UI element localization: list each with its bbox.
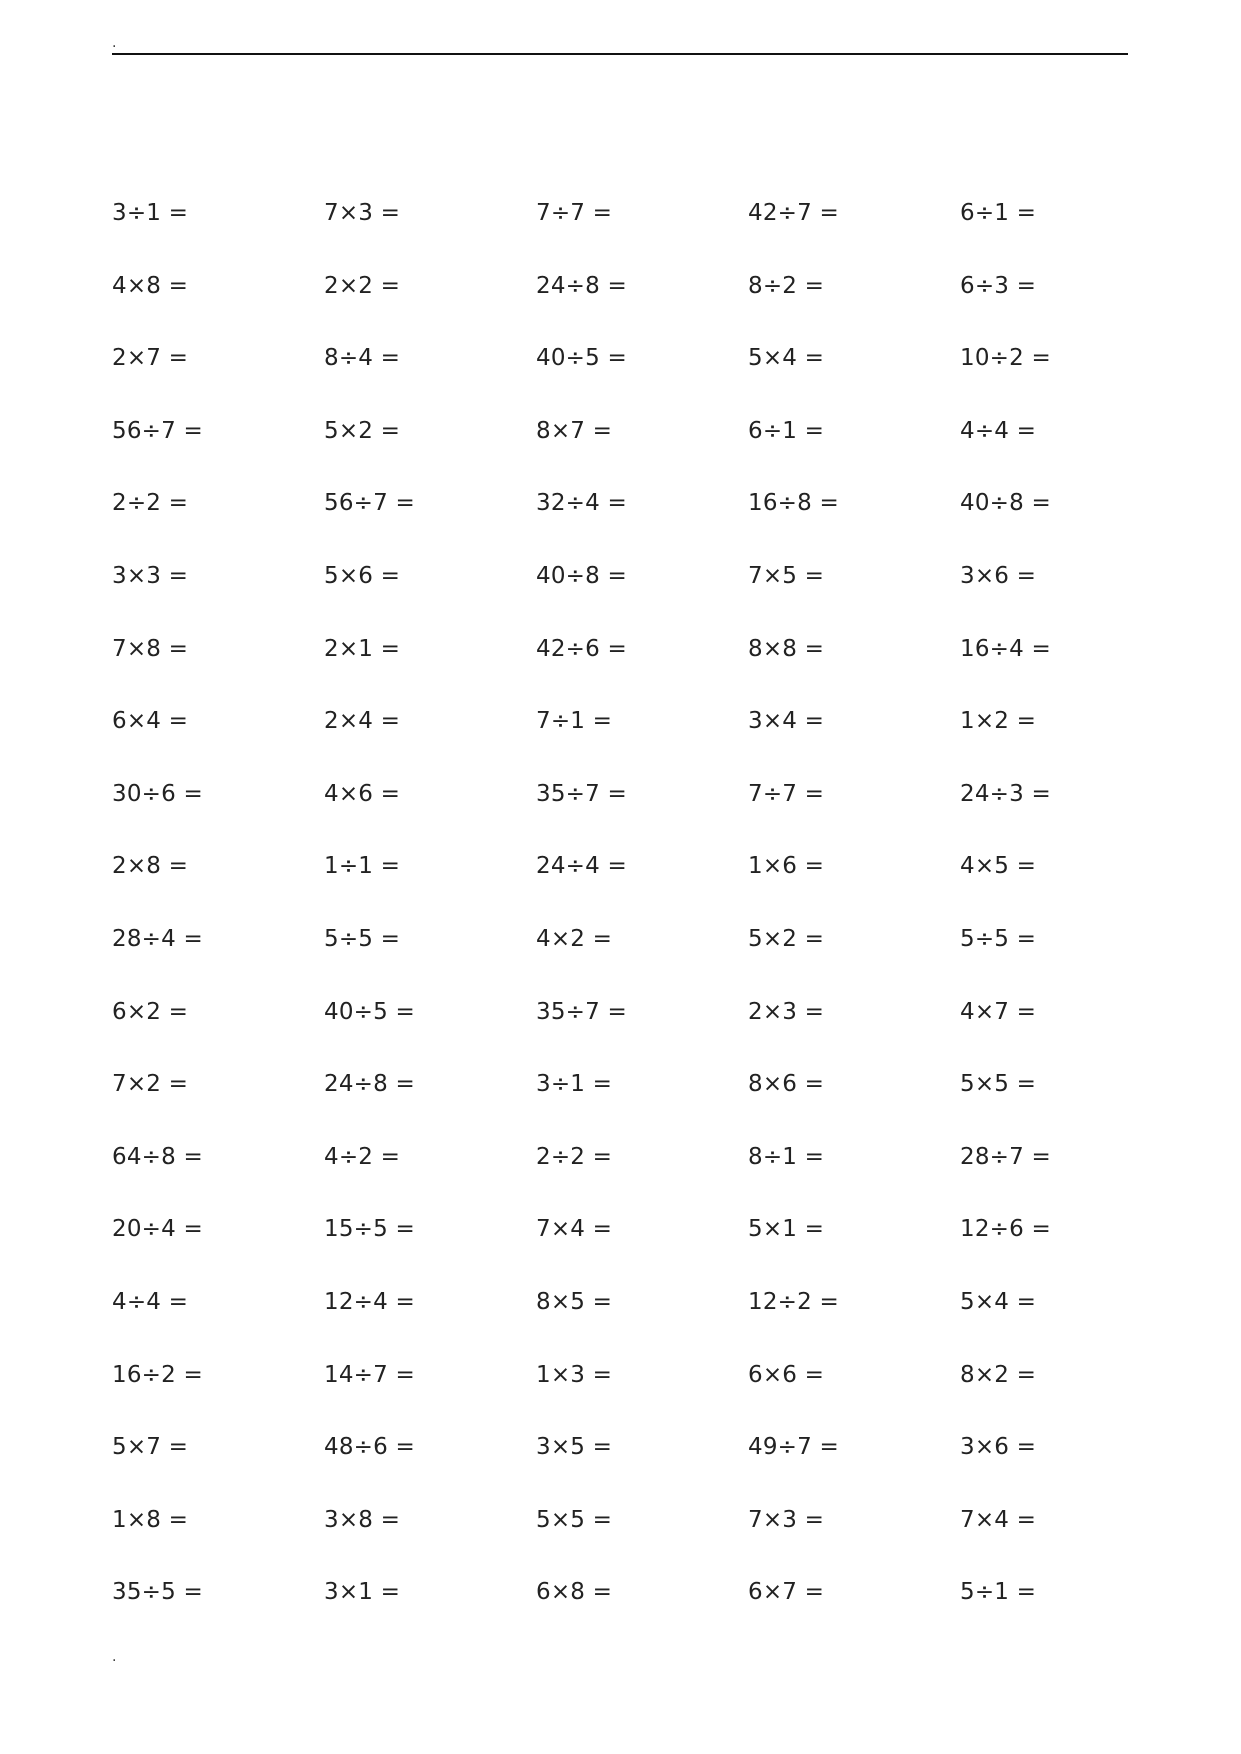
math-problem: 4÷4 =: [112, 1288, 189, 1315]
math-problem: 12÷4 =: [324, 1288, 415, 1315]
math-problem: 35÷7 =: [536, 780, 627, 807]
math-problem: 8×7 =: [536, 417, 613, 444]
math-problem: 10÷2 =: [960, 345, 1051, 372]
math-problem: 7÷7 =: [748, 780, 825, 807]
math-problem: 2×2 =: [324, 272, 401, 299]
problem-row: [112, 995, 1172, 1068]
math-problem: 4×6 =: [324, 780, 401, 807]
problem-row: [112, 559, 1172, 632]
math-problem: 12÷6 =: [960, 1216, 1051, 1243]
math-problem: 8÷1 =: [748, 1143, 825, 1170]
math-problem: 4×8 =: [112, 272, 189, 299]
math-problem: 8÷2 =: [748, 272, 825, 299]
math-problem: 8×6 =: [748, 1071, 825, 1098]
math-problem: 5×5 =: [536, 1506, 613, 1533]
math-problem: 28÷7 =: [960, 1143, 1051, 1170]
math-problem: 24÷8 =: [536, 272, 627, 299]
math-problem: 24÷4 =: [536, 853, 627, 880]
math-problem: 56÷7 =: [324, 490, 415, 517]
math-problem: 3×6 =: [960, 562, 1037, 589]
problem-row: [112, 849, 1172, 922]
math-problem: 42÷6 =: [536, 635, 627, 662]
math-problem: 7÷7 =: [536, 200, 613, 226]
math-problem: 20÷4 =: [112, 1216, 203, 1243]
math-problem: 7×2 =: [112, 1071, 189, 1098]
math-problem: 16÷4 =: [960, 635, 1051, 662]
math-problem: 3×4 =: [748, 708, 825, 735]
math-problem: 8×2 =: [960, 1361, 1037, 1388]
math-problem: 14÷7 =: [324, 1361, 415, 1388]
math-problem: 12÷2 =: [748, 1288, 839, 1315]
math-problem: 3×3 =: [112, 562, 189, 589]
problem-row: [112, 269, 1172, 342]
problem-row: [112, 1212, 1172, 1285]
math-problem: 7×8 =: [112, 635, 189, 662]
math-problem: 35÷5 =: [112, 1579, 203, 1606]
header-mark: .: [112, 35, 117, 51]
footer-mark: .: [112, 1649, 117, 1665]
math-problem: 6×8 =: [536, 1579, 613, 1606]
math-problem: 3×8 =: [324, 1506, 401, 1533]
math-problem: 5×2 =: [324, 417, 401, 444]
problem-row: [112, 1430, 1172, 1503]
math-problem: 6÷3 =: [960, 272, 1037, 299]
math-problem: 3÷1 =: [536, 1071, 613, 1098]
math-problem: 5×5 =: [960, 1071, 1037, 1098]
math-problem: 2×1 =: [324, 635, 401, 662]
math-problem: 3×6 =: [960, 1434, 1037, 1461]
math-problem: 4×5 =: [960, 853, 1037, 880]
math-problem: 3×1 =: [324, 1579, 401, 1606]
math-problem: 1×6 =: [748, 853, 825, 880]
math-problem: 5×1 =: [748, 1216, 825, 1243]
problem-grid: [112, 196, 1172, 1648]
math-problem: 1×3 =: [536, 1361, 613, 1388]
math-problem: 6×2 =: [112, 998, 189, 1025]
math-problem: 2×3 =: [748, 998, 825, 1025]
math-problem: 5×6 =: [324, 562, 401, 589]
problem-row: [112, 1140, 1172, 1213]
math-problem: 4×2 =: [536, 925, 613, 952]
math-problem: 40÷5 =: [536, 345, 627, 372]
problem-row: [112, 1575, 1172, 1648]
math-problem: 8÷4 =: [324, 345, 401, 372]
math-problem: 24÷8 =: [324, 1071, 415, 1098]
problem-row: [112, 1503, 1172, 1576]
problem-row: [112, 1285, 1172, 1358]
math-problem: 35÷7 =: [536, 998, 627, 1025]
math-problem: 6×7 =: [748, 1579, 825, 1606]
math-problem: 7÷1 =: [536, 708, 613, 735]
math-problem: 4÷4 =: [960, 417, 1037, 444]
math-problem: 1×8 =: [112, 1506, 189, 1533]
math-problem: 5×2 =: [748, 925, 825, 952]
math-problem: 5×4 =: [748, 345, 825, 372]
math-problem: 6×4 =: [112, 708, 189, 735]
math-problem: 28÷4 =: [112, 925, 203, 952]
header-rule: [112, 53, 1128, 55]
math-problem: 40÷8 =: [960, 490, 1051, 517]
math-problem: 4÷2 =: [324, 1143, 401, 1170]
math-problem: 24÷3 =: [960, 780, 1051, 807]
math-problem: 8×8 =: [748, 635, 825, 662]
math-problem: 7×5 =: [748, 562, 825, 589]
problem-row: [112, 486, 1172, 559]
math-problem: 48÷6 =: [324, 1434, 415, 1461]
math-problem: 42÷7 =: [748, 200, 839, 226]
math-problem: 4×7 =: [960, 998, 1037, 1025]
math-problem: 5÷5 =: [324, 925, 401, 952]
math-problem: 2÷2 =: [112, 490, 189, 517]
math-problem: 40÷8 =: [536, 562, 627, 589]
problem-row: [112, 777, 1172, 850]
math-problem: 6÷1 =: [960, 200, 1037, 226]
problem-row: [112, 1067, 1172, 1140]
math-problem: 7×3 =: [748, 1506, 825, 1533]
math-problem: 16÷2 =: [112, 1361, 203, 1388]
math-problem: 5×7 =: [112, 1434, 189, 1461]
problem-row: [112, 341, 1172, 414]
problem-row: [112, 632, 1172, 705]
math-problem: 32÷4 =: [536, 490, 627, 517]
math-problem: 5÷1 =: [960, 1579, 1037, 1606]
math-problem: 5×4 =: [960, 1288, 1037, 1315]
problem-row: [112, 1358, 1172, 1431]
math-problem: 7×3 =: [324, 200, 401, 226]
math-problem: 8×5 =: [536, 1288, 613, 1315]
math-problem: 2×8 =: [112, 853, 189, 880]
math-problem: 3÷1 =: [112, 200, 189, 226]
math-problem: 1÷1 =: [324, 853, 401, 880]
math-problem: 16÷8 =: [748, 490, 839, 517]
math-problem: 3×5 =: [536, 1434, 613, 1461]
math-problem: 49÷7 =: [748, 1434, 839, 1461]
math-problem: 6×6 =: [748, 1361, 825, 1388]
math-problem: 6÷1 =: [748, 417, 825, 444]
math-problem: 7×4 =: [536, 1216, 613, 1243]
problem-row: [112, 704, 1172, 777]
problem-row: [112, 196, 1172, 269]
math-problem: 40÷5 =: [324, 998, 415, 1025]
math-problem: 2×7 =: [112, 345, 189, 372]
math-problem: 15÷5 =: [324, 1216, 415, 1243]
math-problem: 5÷5 =: [960, 925, 1037, 952]
math-problem: 1×2 =: [960, 708, 1037, 735]
math-problem: 30÷6 =: [112, 780, 203, 807]
math-problem: 2×4 =: [324, 708, 401, 735]
math-problem: 2÷2 =: [536, 1143, 613, 1170]
problem-row: [112, 922, 1172, 995]
math-problem: 7×4 =: [960, 1506, 1037, 1533]
problem-row: [112, 414, 1172, 487]
math-problem: 56÷7 =: [112, 417, 203, 444]
math-problem: 64÷8 =: [112, 1143, 203, 1170]
